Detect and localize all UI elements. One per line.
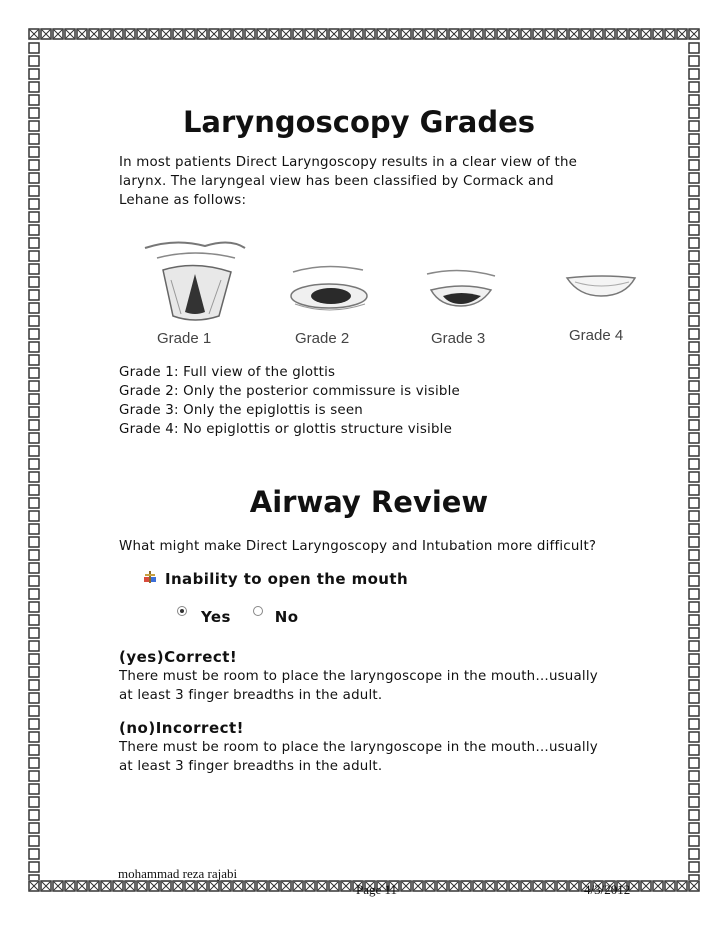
grade-3-illustration: [427, 270, 495, 306]
grade-1-label: Grade 1: [157, 330, 212, 347]
grade-definitions: [119, 363, 629, 439]
grade-definition: Grade 4: No epiglottis or glottis structure visible: [119, 422, 453, 437]
grade-2-illustration: [291, 266, 367, 310]
intro-line: larynx. The laryngeal view has been classified by Cormack and: [119, 174, 554, 189]
grade-definition: Grade 1: Full view of the glottis: [119, 365, 336, 380]
grade-4-illustration: [567, 276, 635, 296]
intro-paragraph: [119, 153, 629, 210]
feedback-correct: [119, 647, 639, 705]
yes-label: Yes: [201, 608, 231, 626]
grades-illustration: [135, 230, 645, 350]
no-radio[interactable]: [253, 606, 263, 616]
grade-4-label: Grade 4: [569, 327, 624, 344]
grade-definition: Grade 2: Only the posterior commissure is visible: [119, 384, 460, 399]
page-border-left: [26, 42, 42, 880]
feedback-line: at least 3 finger breadths in the adult.: [119, 759, 383, 774]
answer-options: [177, 608, 298, 626]
section-title-airway-review: Airway Review: [249, 485, 489, 519]
intro-line: Lehane as follows:: [119, 193, 247, 208]
bullet-item: [143, 569, 408, 588]
footer-author: mohammad reza rajabi: [118, 866, 238, 881]
feedback-incorrect-title: (no)Incorrect!: [119, 719, 245, 737]
feedback-line: at least 3 finger breadths in the adult.: [119, 688, 383, 703]
yes-radio[interactable]: [177, 606, 187, 616]
footer-page-number: Page 11: [356, 882, 398, 897]
page-border-top: [28, 26, 700, 42]
feedback-incorrect: [119, 718, 639, 776]
no-label: No: [274, 608, 299, 626]
feedback-line: There must be room to place the laryngoscope in the mouth…usually: [119, 669, 598, 684]
question-text: What might make Direct Laryngoscopy and Intubation more difficult?: [119, 539, 597, 554]
bullet-text: Inability to open the mouth: [165, 569, 409, 588]
intro-line: In most patients Direct Laryngoscopy results in a clear view of the: [119, 155, 578, 170]
feedback-line: There must be room to place the laryngoscope in the mouth…usually: [119, 740, 598, 755]
feedback-correct-title: (yes)Correct!: [119, 648, 238, 666]
grade-2-label: Grade 2: [295, 330, 350, 347]
section-title-laryngoscopy: Laryngoscopy Grades: [182, 105, 536, 139]
page-border-right: [686, 42, 702, 880]
grade-3-label: Grade 3: [431, 330, 486, 347]
grade-1-illustration: [145, 242, 245, 320]
scale-bullet-icon: [143, 569, 157, 588]
grade-definition: Grade 3: Only the epiglottis is seen: [119, 403, 363, 418]
footer-date: 4/3/2012: [584, 882, 631, 897]
laryngoscopy-grades-figure: [135, 230, 645, 350]
